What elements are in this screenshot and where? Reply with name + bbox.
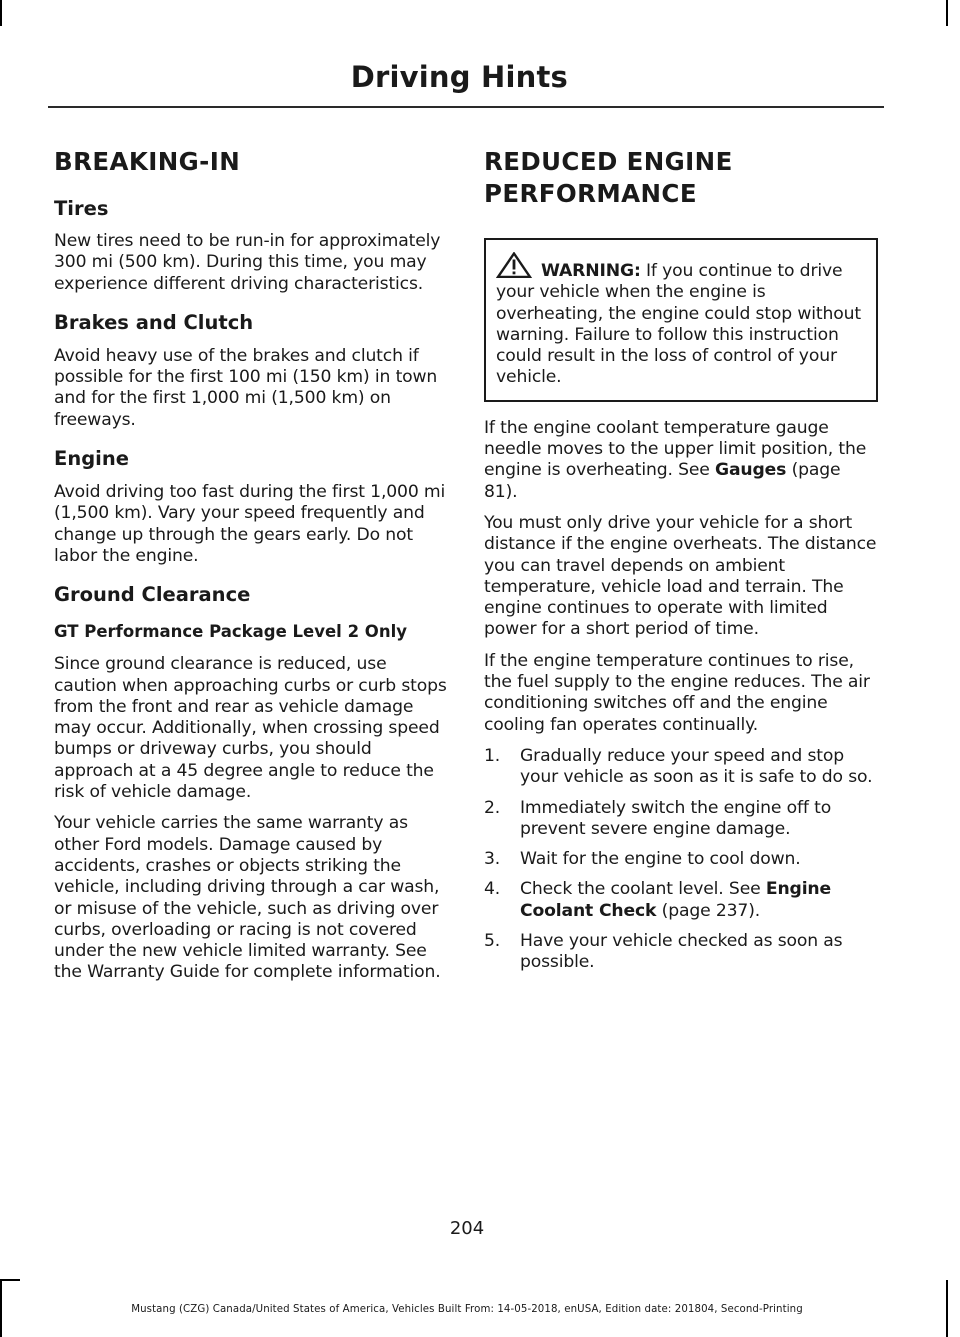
warning-triangle-icon	[496, 252, 538, 278]
ground-clearance-subtitle: GT Performance Package Level 2 Only	[54, 622, 407, 642]
subheading-ground-clearance: Ground Clearance	[54, 583, 251, 607]
page-number: 204	[449, 1218, 485, 1239]
step-text: Wait for the engine to cool down.	[520, 849, 801, 870]
warning-text: If you continue to drive your vehicle when the engine is overheating, the engine could stop without warning. Failure to follow this instruction could result in the loss of control of your vehicle.	[496, 261, 861, 388]
list-item	[484, 849, 878, 870]
step-text: Check the coolant level. See	[520, 879, 766, 900]
gauges-link[interactable]: Gauges	[715, 460, 787, 481]
ground-clearance-text-1: Since ground clearance is reduced, use caution when approaching curbs or curb stops from the front and rear as vehicle damage may occur. Additionally, when crossing speed bumps or driveway curbs, you should approach at a 45 degree angle to reduce the risk of vehicle damage.	[54, 654, 447, 803]
overheat-text: If the engine coolant temperature gauge needle moves to the upper limit position, the engine is overheating. See	[484, 417, 867, 481]
engine-text: Avoid driving too fast during the first 1,000 mi (1,500 km). Vary your speed frequently and change up through the gears early. Do not labor the engine.	[54, 482, 446, 566]
step-page-ref: (page 237).	[656, 900, 761, 921]
heading-line-2: PERFORMANCE	[484, 179, 697, 208]
step-text: Have your vehicle checked as soon as possible.	[520, 931, 843, 973]
overheat-paragraph	[484, 418, 878, 503]
step-number: 1.	[484, 745, 501, 766]
step-text: Immediately switch the engine off to prevent severe engine damage.	[520, 797, 832, 839]
steps-list	[484, 746, 878, 974]
crop-mark-bottom-right	[946, 1280, 948, 1337]
section-heading-breaking-in: BREAKING-IN	[54, 147, 241, 176]
subheading-engine: Engine	[54, 447, 129, 471]
right-column	[484, 146, 878, 983]
engine-coolant-check-link[interactable]: Engine Coolant Check	[520, 879, 832, 921]
brakes-text: Avoid heavy use of the brakes and clutch if possible for the first 100 mi (150 km) in town and for the first 1,000 mi (1,500 km) on freeways.	[54, 345, 438, 430]
footer-text: Mustang (CZG) Canada/United States of America, Vehicles Built From: 14-05-2018, enUSA, Edition date: 201804, Second-Printing	[131, 1304, 803, 1315]
subheading-brakes-clutch: Brakes and Clutch	[54, 310, 254, 334]
list-item	[484, 931, 878, 974]
crop-mark-top-right	[946, 0, 948, 26]
page-header-title: Driving Hints	[350, 60, 568, 94]
step-text: Gradually reduce your speed and stop your vehicle as soon as it is safe to do so.	[520, 745, 873, 788]
list-item	[484, 746, 878, 789]
step-number: 4.	[484, 879, 501, 900]
crop-mark-top-left	[0, 0, 2, 26]
step-number: 5.	[484, 931, 501, 952]
step-number: 3.	[484, 849, 501, 870]
subheading-tires: Tires	[54, 197, 109, 220]
header-divider	[48, 106, 884, 108]
left-column	[54, 146, 452, 984]
heading-line-1: REDUCED ENGINE	[484, 147, 733, 176]
fuel-supply-paragraph: If the engine temperature continues to rise, the fuel supply to the engine reduces. The air conditioning switches off and the engine cooling fan operates continually.	[484, 650, 870, 735]
warning-label: WARNING:	[541, 261, 641, 281]
section-heading-reduced-engine	[484, 146, 878, 210]
tires-text: New tires need to be run-in for approximately 300 mi (500 km). During this time, you may experience different driving characteristics.	[54, 231, 441, 294]
overheat-page-ref: (page 81).	[484, 460, 841, 502]
ground-clearance-text-2: Your vehicle carries the same warranty as other Ford models. Damage caused by accidents, crashes or objects striking the vehicle, including driving through a car wash, or misuse of the vehicle, such as driving over curbs, overloading or racing is not covered under the new vehicle limited warranty. See the Warranty Guide for complete information.	[54, 813, 441, 983]
crop-mark-bottom-left-h	[0, 1279, 20, 1281]
short-distance-paragraph: You must only drive your vehicle for a short distance if the engine overheats. The distance you can travel depends on ambient temperature, vehicle load and terrain. The engine continues to operate with limited power for a short period of time.	[484, 512, 877, 640]
list-item	[484, 879, 878, 922]
step-number: 2.	[484, 797, 501, 818]
warning-box	[484, 238, 878, 402]
list-item	[484, 798, 878, 841]
